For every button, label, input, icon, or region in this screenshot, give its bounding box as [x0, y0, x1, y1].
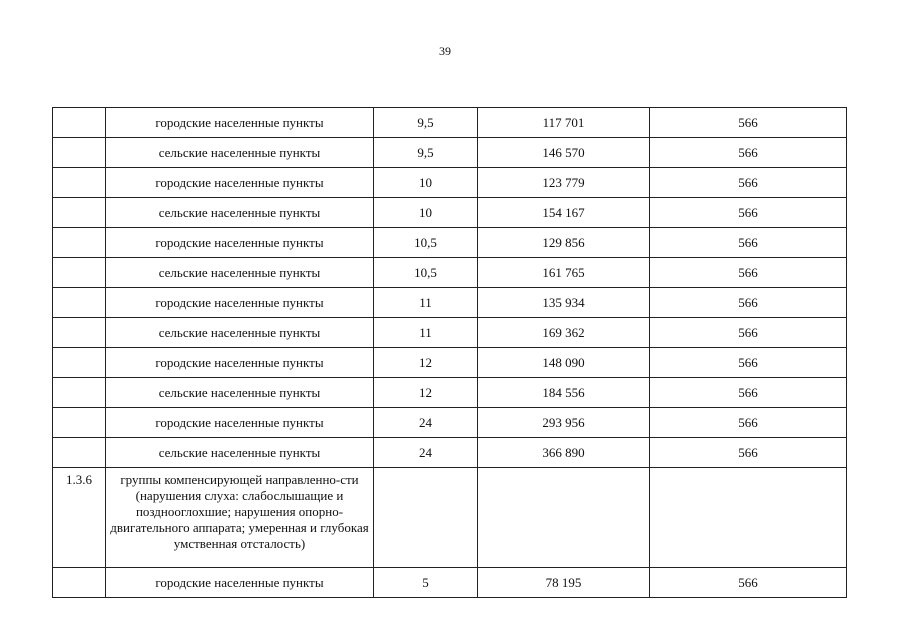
group-description-cell: группы компенсирующей направленно-сти (нарушения слуха: слабослышащие и позднооглохшие; нарушения опорно-двигательного аппарата; умеренная и глубокая умственная отсталость) — [106, 468, 374, 568]
description-cell: сельские населенные пункты — [106, 378, 374, 408]
value1-cell: 12 — [374, 378, 478, 408]
value1-cell: 10,5 — [374, 258, 478, 288]
table-row — [53, 408, 847, 438]
description-cell: городские населенные пункты — [106, 288, 374, 318]
code-cell — [53, 138, 106, 168]
code-cell — [53, 228, 106, 258]
value3-cell: 566 — [650, 568, 847, 598]
table-row — [53, 288, 847, 318]
value3-cell: 566 — [650, 408, 847, 438]
value2-cell: 169 362 — [478, 318, 650, 348]
value1-cell: 24 — [374, 408, 478, 438]
description-cell: городские населенные пункты — [106, 228, 374, 258]
group-value1-cell — [374, 468, 478, 568]
value1-cell: 10 — [374, 198, 478, 228]
code-cell — [53, 198, 106, 228]
table-row — [53, 378, 847, 408]
value1-cell: 11 — [374, 288, 478, 318]
code-cell — [53, 318, 106, 348]
description-cell: городские населенные пункты — [106, 408, 374, 438]
value2-cell: 123 779 — [478, 168, 650, 198]
value1-cell: 24 — [374, 438, 478, 468]
code-cell — [53, 378, 106, 408]
value1-cell: 12 — [374, 348, 478, 378]
description-cell: городские населенные пункты — [106, 108, 374, 138]
table-row — [53, 168, 847, 198]
code-cell — [53, 168, 106, 198]
value2-cell: 366 890 — [478, 438, 650, 468]
tariff-table — [52, 107, 847, 598]
value3-cell: 566 — [650, 378, 847, 408]
table-row — [53, 258, 847, 288]
value3-cell: 566 — [650, 438, 847, 468]
group-value2-cell — [478, 468, 650, 568]
table-row — [53, 228, 847, 258]
value2-cell: 184 556 — [478, 378, 650, 408]
value3-cell: 566 — [650, 318, 847, 348]
value2-cell: 135 934 — [478, 288, 650, 318]
value2-cell: 293 956 — [478, 408, 650, 438]
table-row — [53, 108, 847, 138]
value2-cell: 154 167 — [478, 198, 650, 228]
description-cell: сельские населенные пункты — [106, 198, 374, 228]
value3-cell: 566 — [650, 288, 847, 318]
value3-cell: 566 — [650, 138, 847, 168]
value2-cell: 117 701 — [478, 108, 650, 138]
code-cell — [53, 438, 106, 468]
value1-cell: 10 — [374, 168, 478, 198]
value1-cell: 10,5 — [374, 228, 478, 258]
value2-cell: 148 090 — [478, 348, 650, 378]
description-cell: сельские населенные пункты — [106, 438, 374, 468]
page-number: 39 — [439, 44, 451, 58]
code-cell — [53, 258, 106, 288]
group-code-cell: 1.3.6 — [53, 468, 106, 568]
table-row — [53, 318, 847, 348]
value3-cell: 566 — [650, 168, 847, 198]
value2-cell: 161 765 — [478, 258, 650, 288]
code-cell — [53, 108, 106, 138]
value1-cell: 9,5 — [374, 108, 478, 138]
table-row — [53, 198, 847, 228]
value1-cell: 11 — [374, 318, 478, 348]
group-value3-cell — [650, 468, 847, 568]
description-cell: сельские населенные пункты — [106, 258, 374, 288]
description-cell: сельские населенные пункты — [106, 318, 374, 348]
value1-cell: 9,5 — [374, 138, 478, 168]
table-row — [53, 138, 847, 168]
table-row — [53, 348, 847, 378]
value2-cell: 146 570 — [478, 138, 650, 168]
code-cell — [53, 408, 106, 438]
code-cell — [53, 568, 106, 598]
description-cell: городские населенные пункты — [106, 348, 374, 378]
table-row — [53, 568, 847, 598]
value1-cell: 5 — [374, 568, 478, 598]
value3-cell: 566 — [650, 258, 847, 288]
group-header-row — [53, 468, 847, 568]
value2-cell: 78 195 — [478, 568, 650, 598]
value3-cell: 566 — [650, 228, 847, 258]
description-cell: сельские населенные пункты — [106, 138, 374, 168]
code-cell — [53, 288, 106, 318]
value3-cell: 566 — [650, 348, 847, 378]
table-row — [53, 438, 847, 468]
value3-cell: 566 — [650, 198, 847, 228]
value3-cell: 566 — [650, 108, 847, 138]
description-cell: городские населенные пункты — [106, 568, 374, 598]
description-cell: городские населенные пункты — [106, 168, 374, 198]
code-cell — [53, 348, 106, 378]
value2-cell: 129 856 — [478, 228, 650, 258]
